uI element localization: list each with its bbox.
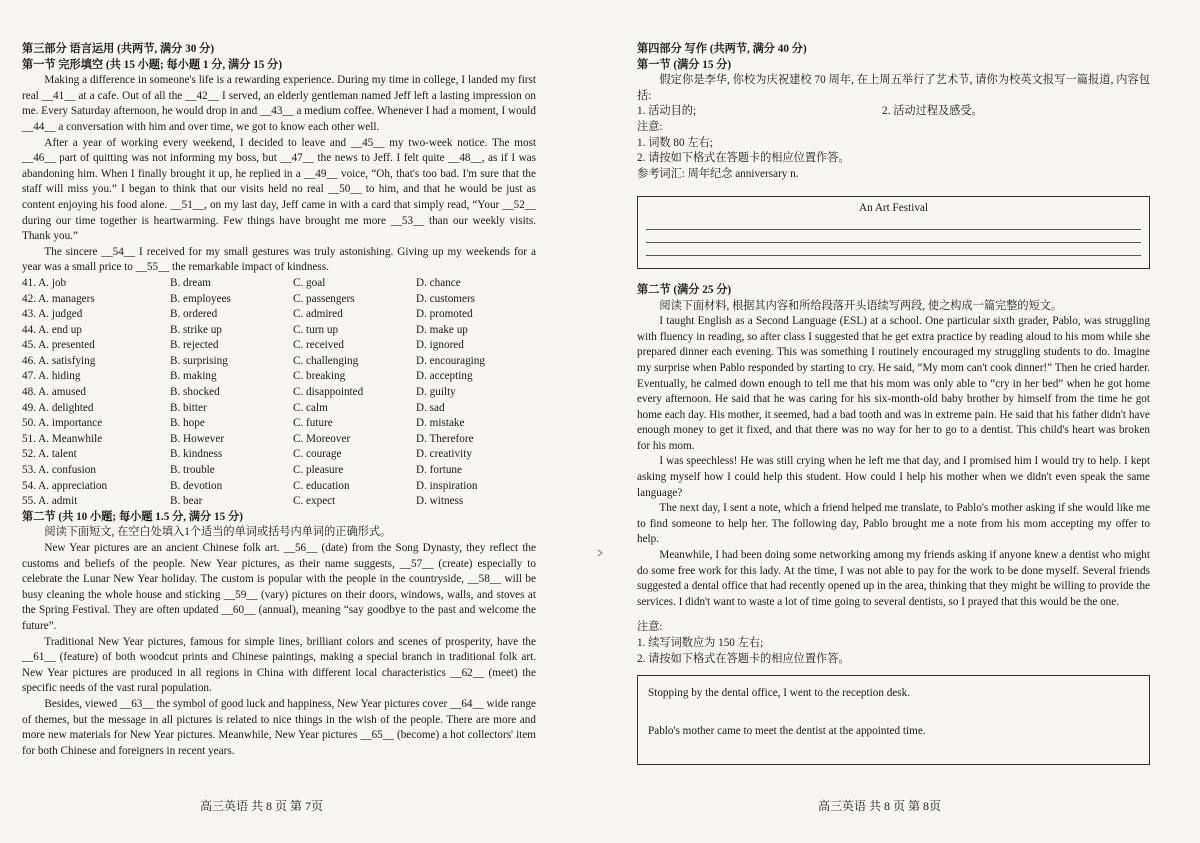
option: C. breaking — [293, 370, 346, 383]
task2-note: 2. 请按如下格式在答题卡的相应位置作答。 — [637, 652, 850, 665]
option: D. make up — [416, 323, 468, 336]
grammar-paragraph: Traditional New Year pictures, famous for simple lines, brilliant colors and scenes of prosperity, have the __61__ (feature) of both woodcut prints and Chinese paintings, making a special branch in traditional folk art. New Year pictures are produced in all regions in China with different local characteristics __62__ (meet) the specific needs of the vast rural population. — [22, 635, 536, 695]
continuation-prompt-1: Stopping by the dental office, I went to the reception desk. — [648, 687, 911, 700]
part4-title: 第四部分 写作 (共两节, 满分 40 分) — [637, 43, 807, 55]
cloze-section-title: 第一节 完形填空 (共 15 小题; 每小题 1 分, 满分 15 分) — [22, 58, 283, 71]
option: B. trouble — [170, 464, 215, 477]
grammar-section-title: 第二节 (共 10 小题; 每小题 1.5 分, 满分 15 分) — [22, 510, 243, 523]
grammar-paragraph: Besides, viewed __63__ the symbol of good luck and happiness, New Year pictures cover __64__ wide range of themes, but the message in all pictures is related to nice things in the wish of the people. There are more and more new materials for New Year pictures. Meanwhile, New Year pictures __65__ (become) a hot collectors' item for both Chinese and foreigners in recent years. — [22, 697, 536, 757]
option: B. devotion — [170, 479, 223, 492]
continuation-prompt-2: Pablo's mother came to meet the dentist at the appointed time. — [648, 724, 926, 737]
option: B. bitter — [170, 401, 207, 414]
cloze-paragraph: The sincere __54__ I received for my small gestures was truly astonishing. Giving up my weekends for a year was a small price to __55__ the remarkable impact of kindness. — [22, 245, 536, 274]
task1-point: 1. 活动目的; — [637, 105, 697, 118]
option: B. making — [170, 370, 217, 383]
option: 45. A. presented — [22, 339, 95, 352]
story-paragraph: The next day, I sent a note, which a friend helped me translate, to Pablo's mother asking if she would like me to find someone to help her. The following day, Pablo brought me a note from his mom accepting my offer to help. — [637, 502, 1150, 546]
binding-mark — [596, 548, 606, 558]
option: C. pleasure — [293, 464, 344, 477]
task1-note: 1. 词数 80 左右; — [637, 136, 713, 149]
option: D. guilty — [416, 386, 456, 399]
left-page — [22, 42, 536, 759]
task2-intro: 阅读下面材料, 根据其内容和所给段落开头语续写两段, 使之构成一篇完整的短文。 — [659, 299, 1063, 312]
story-paragraph: I was speechless! He was still crying when he left me that day, and I promised him I would try to help. I kept asking myself how I could help this student. How could I help his mother when we didn't even speak the same language? — [637, 455, 1150, 499]
option: C. goal — [293, 276, 326, 289]
option: B. kindness — [170, 448, 223, 461]
option: 48. A. amused — [22, 386, 87, 399]
option: D. ignored — [416, 339, 464, 352]
option: C. Moreover — [293, 432, 351, 445]
option: C. calm — [293, 401, 328, 414]
option: 52. A. talent — [22, 448, 77, 461]
option: 43. A. judged — [22, 308, 83, 321]
right-page-footer: 高三英语 共 8 页 第 8页 — [818, 799, 942, 813]
answer-box-title: An Art Festival — [859, 202, 928, 215]
writing-section2-title: 第二节 (满分 25 分) — [637, 283, 732, 296]
option: B. strike up — [170, 323, 222, 336]
option: D. customers — [416, 292, 476, 305]
answer-line — [646, 217, 1141, 230]
option: D. chance — [416, 276, 461, 289]
task1-points — [637, 104, 1150, 120]
left-page-footer: 高三英语 共 8 页 第 7页 — [200, 799, 324, 813]
answer-line — [646, 230, 1141, 243]
option: C. expect — [293, 495, 336, 508]
option: B. bear — [170, 495, 203, 508]
part3-title: 第三部分 语言运用 (共两节, 满分 30 分) — [22, 43, 215, 55]
task1-intro: 假定你是李华, 你校为庆祝建校 70 周年, 在上周五举行了艺术节, 请你为校英文报写一篇报道, 内容包括: — [637, 74, 1150, 102]
option: 55. A. admit — [22, 495, 78, 508]
option: B. hope — [170, 417, 205, 430]
option: C. received — [293, 339, 344, 352]
task1-notes-label: 注意: — [637, 120, 663, 133]
option: C. turn up — [293, 323, 339, 336]
task2-notes-label: 注意: — [637, 621, 663, 634]
option: D. mistake — [416, 417, 465, 430]
option: C. admired — [293, 308, 343, 321]
option: D. encouraging — [416, 354, 485, 367]
right-page — [637, 42, 1150, 765]
cloze-paragraph: After a year of working every weekend, I decided to leave and __45__ my two-week notice. The most __46__ part of quitting was not informing my boss, but __47__ the news to Jeff. I felt quite __48__, as if I was abandoning him. When I finally brought it up, he replied in a __49__ voice, “Oh, that's too bad. I'm sure that the staff will miss you.” I began to think that our visits held no real __50__ to him, and that he would be just as content enjoying his food alone. __51__, on my last day, Jeff came in with a card that simply read, “Your __52__ during our time together is heartwarming. Few things have brought me more __53__ than our weekly visits. Thank you.” — [22, 136, 536, 243]
option: 41. A. job — [22, 276, 67, 289]
option: B. However — [170, 432, 225, 445]
option: D. inspiration — [416, 479, 478, 492]
option: D. Therefore — [416, 432, 474, 445]
option: C. passengers — [293, 292, 355, 305]
task2-note: 1. 续写词数应为 150 左右; — [637, 637, 764, 649]
writing-section1-title: 第一节 (满分 15 分) — [637, 58, 732, 71]
option: 49. A. delighted — [22, 401, 94, 414]
option: 50. A. importance — [22, 417, 103, 430]
option: B. surprising — [170, 354, 228, 367]
option: C. disappointed — [293, 386, 364, 399]
option: 54. A. appreciation — [22, 479, 108, 492]
task1-note: 2. 请按如下格式在答题卡的相应位置作答。 — [637, 152, 850, 165]
option: D. witness — [416, 495, 464, 508]
option: 51. A. Meanwhile — [22, 432, 103, 445]
answer-box-art-festival — [637, 196, 1150, 269]
story-paragraph: Meanwhile, I had been doing some networking among my friends asking if anyone knew a dentist who might do some free work for this lady. At the time, I was not able to pay for the work to be done myself. Several friends suggested a dental office that had recently opened up in the area, thinking that they might be willing to provide the services. I didn't want to waste a lot of time going to several dentists, so I prayed that this would be the one. — [637, 549, 1150, 608]
cloze-options — [22, 276, 536, 510]
option: B. shocked — [170, 386, 220, 399]
option: C. courage — [293, 448, 342, 461]
option: C. future — [293, 417, 333, 430]
option: D. fortune — [416, 464, 462, 477]
cloze-paragraph: Making a difference in someone's life is a rewarding experience. During my time in college, I landed my first real __41__ at a cafe. Out of all the __42__ I served, an elderly gentleman named Jeff left a lasting impression on me. Every Saturday afternoon, he would drop in and __43__ a medium coffee. Whenever I had a moment, I would __44__ a conversation with him and over time, we got to know each other well. — [22, 74, 536, 133]
option: D. sad — [416, 401, 445, 414]
option: B. ordered — [170, 308, 218, 321]
continuation-answer-box — [637, 675, 1150, 765]
option: C. education — [293, 479, 350, 492]
answer-line — [646, 243, 1141, 256]
option: D. accepting — [416, 370, 473, 383]
option: 47. A. hiding — [22, 370, 81, 383]
option: 53. A. confusion — [22, 464, 96, 477]
story-paragraph: I taught English as a Second Language (ESL) at a school. One particular sixth grader, Pablo, was struggling with fluency in reading, so after class I suggested that he get extra practice by reading aloud to his mom while she prepared dinner each evening. This was something I routinely encouraged my struggling students to do. Imagine my surprise when Pablo responded by starting to cry. He said, “My mom can't cook dinner!” Then he cried harder. Eventually, he calmed down enough to tell me that his mom was only able to “cry in her bed” when he got home every afternoon. He said that he was caring for his six-month-old baby brother by himself from the time he got home each day. His mother, it seemed, had a bad tooth and was in extreme pain. He said that his father didn't have enough money to get it fixed, and that there was no way for her to go to a dentist. This child's heart was broken for his mom. — [637, 315, 1150, 452]
grammar-instructions: 阅读下面短文, 在空白处填入1个适当的单词或括号内单词的正确形式。 — [44, 526, 392, 539]
option: 42. A. managers — [22, 292, 95, 305]
task1-vocab: 参考词汇: 周年纪念 anniversary n. — [637, 167, 799, 180]
option: D. creativity — [416, 448, 472, 461]
option: B. rejected — [170, 339, 219, 352]
option: B. dream — [170, 276, 212, 289]
option: C. challenging — [293, 354, 359, 367]
option: 46. A. satisfying — [22, 354, 96, 367]
grammar-paragraph: New Year pictures are an ancient Chinese folk art. __56__ (date) from the Song Dynasty, they reflect the customs and beliefs of the people. New Year pictures, as their name suggests, __57__ (create) especially to celebrate the Lunar New Year holiday. The custom is popular with the people in the countryside, __58__ will be busy cleaning the whole house and sticking __59__ (vary) pictures on their doors, windows, walls, and stoves at the Spring Festival. They are often updated __60__ (annual), meaning “say goodbye to the past and welcome the future”. — [22, 542, 536, 632]
task1-point: 2. 活动过程及感受。 — [882, 105, 983, 118]
option: 44. A. end up — [22, 323, 82, 336]
option: B. employees — [170, 292, 231, 305]
option: D. promoted — [416, 308, 473, 321]
